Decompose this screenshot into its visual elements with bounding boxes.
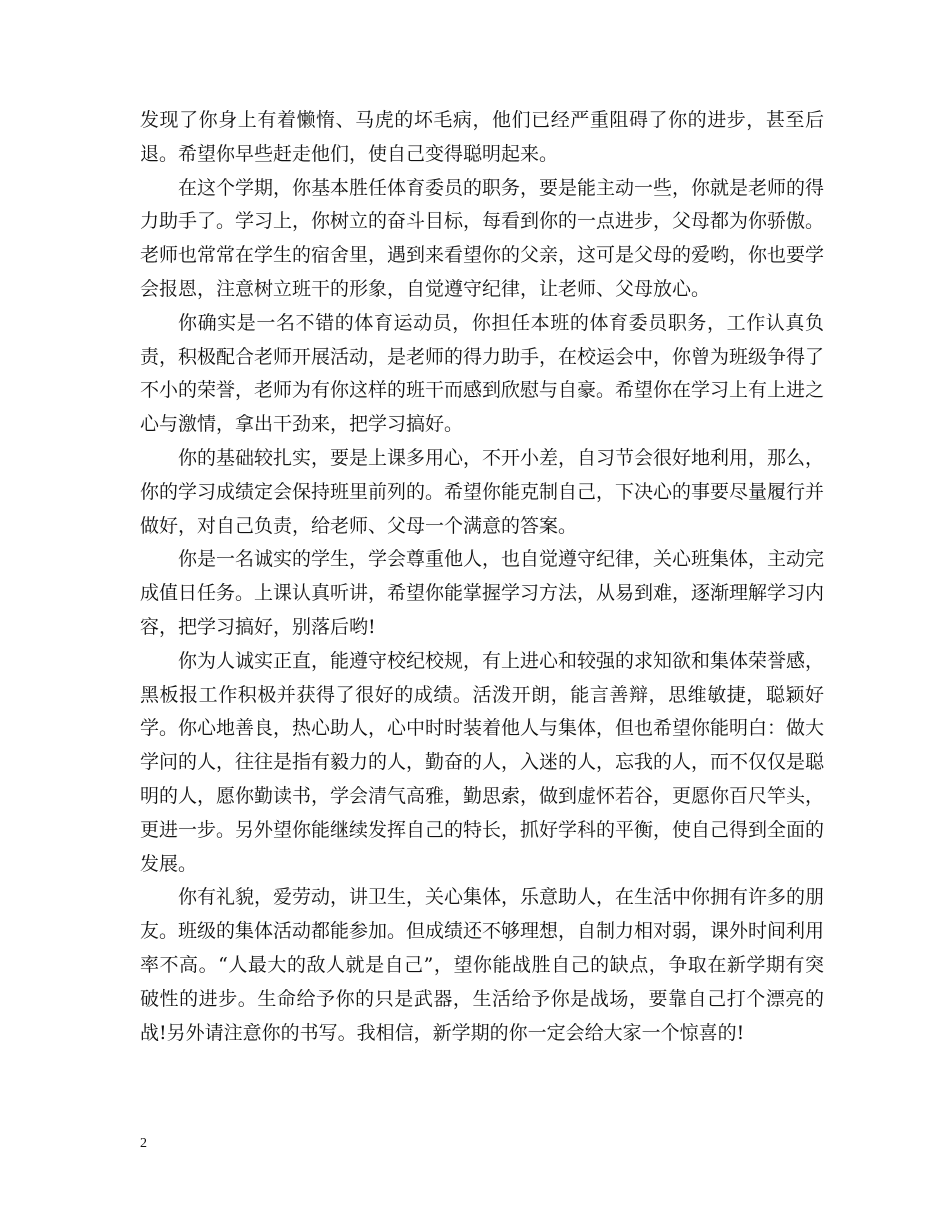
paragraph: 你的基础较扎实，要是上课多用心，不开小差，自习节会很好地利用，那么，你的学习成绩定会保持班里前列的。希望你能克制自己，下决心的事要尽量履行并做好，对自己负责，给老师、父母一个满意的答案。 bbox=[140, 446, 825, 537]
paragraph: 你为人诚实正直，能遵守校纪校规，有上进心和较强的求知欲和集体荣誉感，黑板报工作积极并获得了很好的成绩。活泼开朗，能言善辩，思维敏捷，聪颖好学。你心地善良，热心助人，心中时时装着他人与集体，但也希望你能明白：做大学问的人，往往是指有毅力的人，勤奋的人，入迷的人，忘我的人，而不仅仅是聪明的人，愿你勤读书，学会清气高雅，勤思索，做到虚怀若谷，更愿你百尺竿头，更进一步。另外望你能继续发挥自己的特长，抓好学科的平衡，使自己得到全面的发展。 bbox=[140, 649, 825, 875]
paragraph: 你是一名诚实的学生，学会尊重他人，也自觉遵守纪律，关心班集体，主动完成值日任务。上课认真听讲，希望你能掌握学习方法，从易到难，逐渐理解学习内容，把学习搞好，别落后哟! bbox=[140, 548, 825, 638]
paragraph-continued: 发现了你身上有着懒惰、马虎的坏毛病，他们已经严重阻碍了你的进步，甚至后退。希望你早些赶走他们，使自己变得聪明起来。 bbox=[140, 109, 824, 165]
page-number: 2 bbox=[140, 1136, 147, 1151]
document-body bbox=[140, 104, 824, 1050]
paragraph: 在这个学期，你基本胜任体育委员的职务，要是能主动一些，你就是老师的得力助手了。学习上，你树立的奋斗目标，每看到你的一点进步，父母都为你骄傲。老师也常常在学生的宿舍里，遇到来看望你的父亲，这可是父母的爱哟，你也要学会报恩，注意树立班干的形象，自觉遵守纪律，让老师、父母放心。 bbox=[140, 176, 825, 300]
paragraph: 你有礼貌，爱劳动，讲卫生，关心集体，乐意助人，在生活中你拥有许多的朋友。班级的集体活动都能参加。但成绩还不够理想，自制力相对弱，课外时间利用率不高。“人最大的敌人就是自己”，望你能战胜自己的缺点，争取在新学期有突破性的进步。生命给予你的只是武器，生活给予你是战场，要靠自己打个漂亮的战!另外请注意你的书写。我相信，新学期的你一定会给大家一个惊喜的! bbox=[140, 886, 825, 1044]
paragraph: 你确实是一名不错的体育运动员，你担任本班的体育委员职务，工作认真负责，积极配合老师开展活动，是老师的得力助手，在校运会中，你曾为班级争得了不小的荣誉，老师为有你这样的班干而感到欣慰与自豪。希望你在学习上有上进之心与激情，拿出干劲来，把学习搞好。 bbox=[140, 311, 825, 436]
